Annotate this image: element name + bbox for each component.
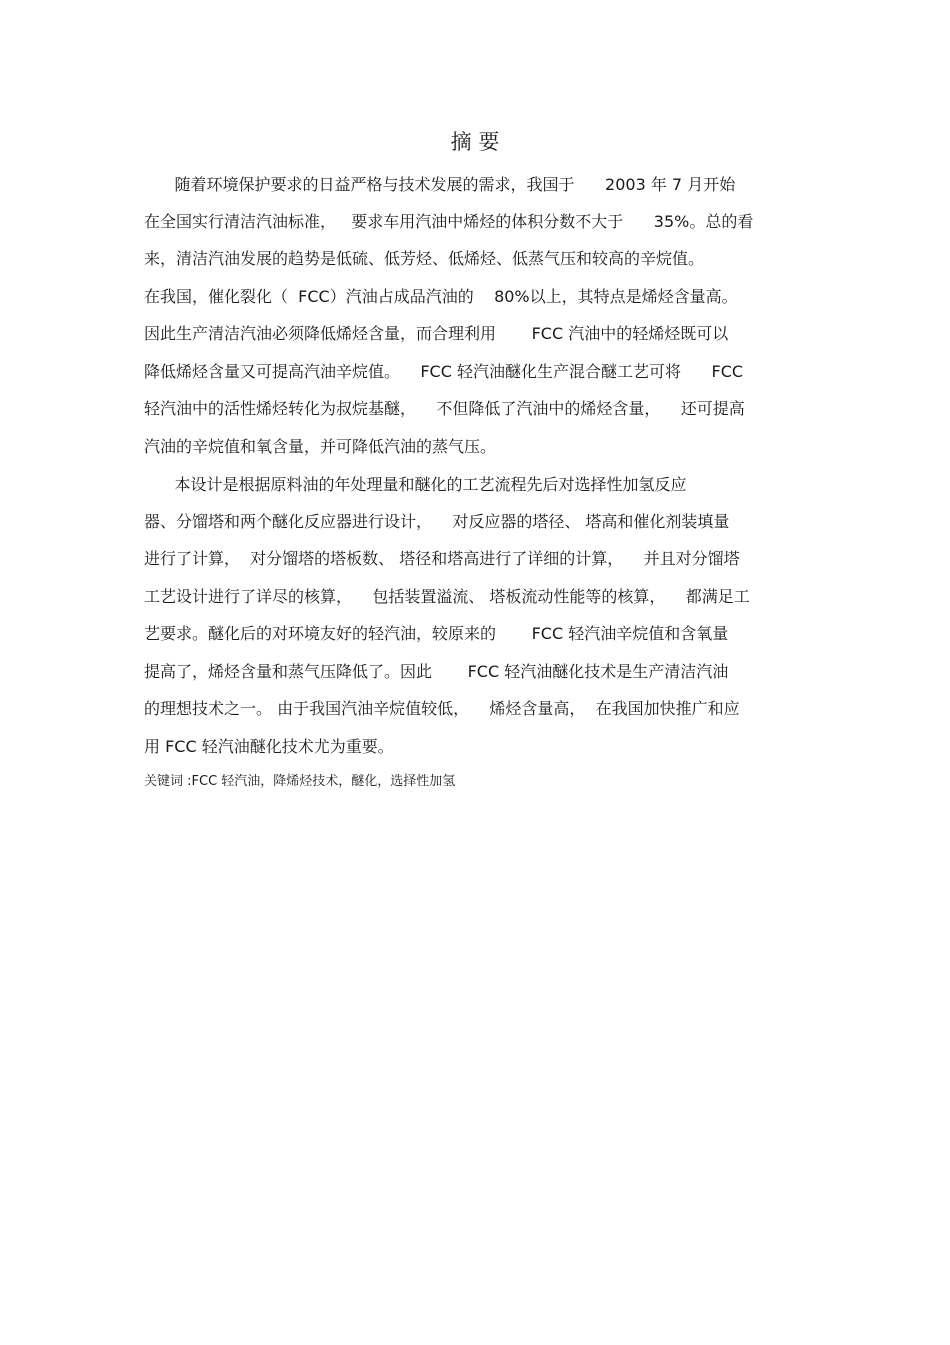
body-line: 进行了计算， 对分馏塔的塔板数、 塔径和塔高进行了详细的计算， 并且对分馏塔 [144, 549, 740, 568]
body-line: 艺要求。醚化后的对环境友好的轻汽油，较原来的 FCC 轻汽油辛烷值和含氧量 [144, 624, 729, 643]
body-line: 的理想技术之一。 由于我国汽油辛烷值较低， 烯烃含量高， 在我国加快推广和应 [144, 699, 740, 718]
body-line: 工艺设计进行了详尽的核算， 包括装置溢流、 塔板流动性能等的核算， 都满足工 [144, 587, 750, 606]
page-title: 摘 要 [450, 130, 500, 154]
body-line: 因此生产清洁汽油必须降低烯烃含量，而合理利用 FCC 汽油中的轻烯烃既可以 [144, 324, 729, 343]
body-line: 来，清洁汽油发展的趋势是低硫、低芳烃、低烯烃、低蒸气压和较高的辛烷值。 [144, 249, 705, 268]
body-line: 在全国实行清洁汽油标准， 要求车用汽油中烯烃的体积分数不大于 35%。总的看 [144, 212, 754, 231]
body-line: 本设计是根据原料油的年处理量和醚化的工艺流程先后对选择性加氢反应 [144, 475, 687, 494]
body-line: 在我国，催化裂化（ FCC）汽油占成品汽油的 80%以上，其特点是烯烃含量高。 [144, 287, 738, 306]
body-line: 器、分馏塔和两个醚化反应器进行设计， 对反应器的塔径、 塔高和催化剂装填量 [144, 512, 730, 531]
body-line: 轻汽油中的活性烯烃转化为叔烷基醚， 不但降低了汽油中的烯烃含量， 还可提高 [144, 399, 745, 418]
body-line: 用 FCC 轻汽油醚化技术尤为重要。 [144, 737, 394, 756]
body-line: 降低烯烃含量又可提高汽油辛烷值。 FCC 轻汽油醚化生产混合醚工艺可将 FCC [144, 362, 744, 381]
body-line: 汽油的辛烷值和氧含量，并可降低汽油的蒸气压。 [144, 437, 497, 456]
body-line: 随着环境保护要求的日益严格与技术发展的需求，我国于 2003 年 7 月开始 [144, 175, 736, 194]
body-line: 提高了，烯烃含量和蒸气压降低了。因此 FCC 轻汽油醚化技术是生产清洁汽油 [144, 662, 729, 681]
keywords-line: 关键词 :FCC 轻汽油，降烯烃技术，醚化，选择性加氢 [144, 774, 456, 789]
